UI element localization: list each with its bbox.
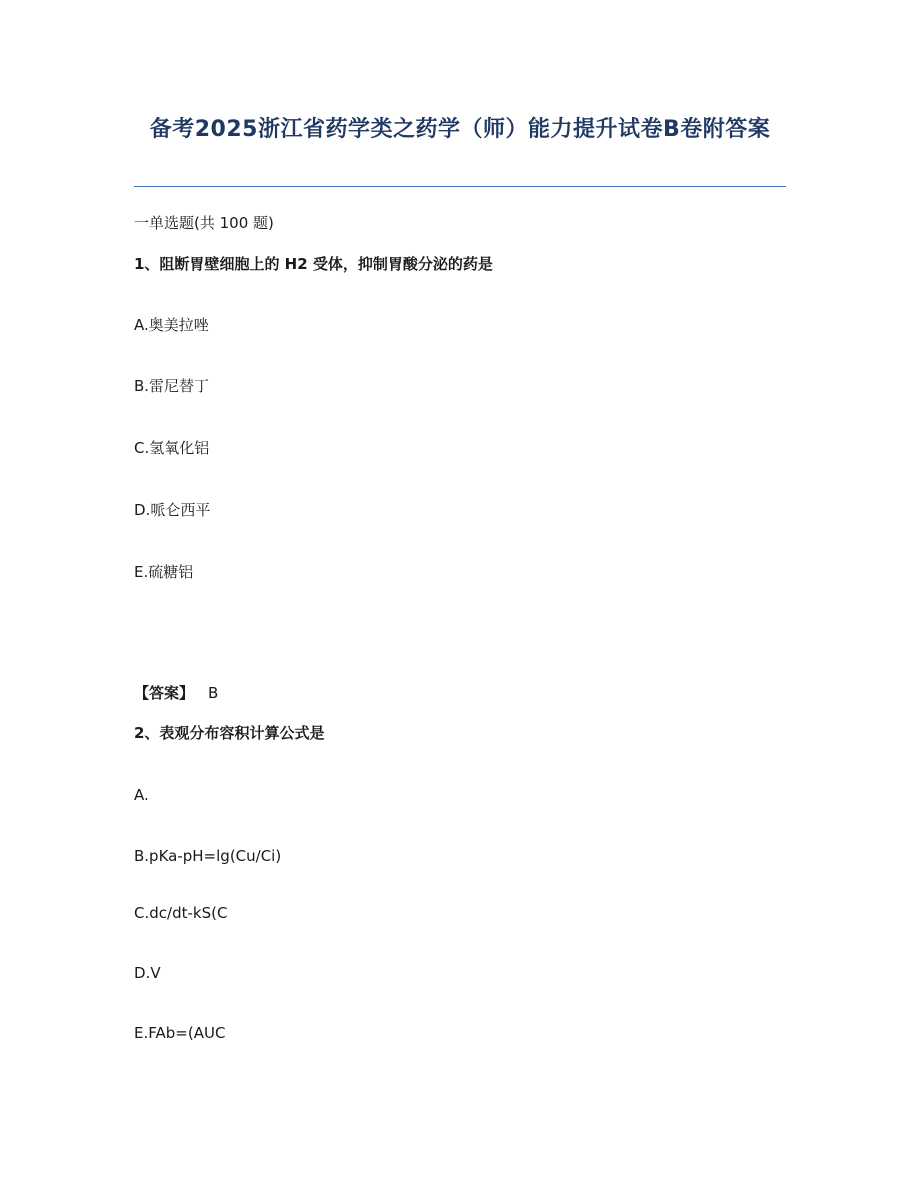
document-title: 备考2025浙江省药学类之药学（师）能力提升试卷B卷附答案 bbox=[149, 117, 771, 142]
answer-value: B bbox=[208, 684, 219, 702]
title-divider bbox=[134, 186, 786, 187]
question-2-option-a: A. bbox=[134, 786, 149, 804]
question-1-option-a: A.奥美拉唑 bbox=[134, 316, 209, 334]
question-2-option-e: E.FAb=(AUC bbox=[134, 1024, 226, 1042]
question-2-option-d: D.V bbox=[134, 964, 161, 982]
question-2-option-b: B.pKa-pH=lg(Cu/Ci) bbox=[134, 847, 282, 865]
question-1-option-d: D.哌仑西平 bbox=[134, 501, 211, 519]
question-1-option-e: E.硫糖铝 bbox=[134, 563, 194, 581]
question-1-answer bbox=[134, 683, 218, 703]
answer-label: 【答案】 bbox=[134, 684, 195, 702]
question-1-option-c: C.氢氧化铝 bbox=[134, 439, 210, 457]
question-2-text: 2、表观分布容积计算公式是 bbox=[134, 724, 325, 742]
section-heading: 一单选题(共 100 题) bbox=[134, 214, 274, 232]
question-1-option-b: B.雷尼替丁 bbox=[134, 377, 210, 395]
question-2-option-c: C.dc/dt-kS(C bbox=[134, 904, 228, 922]
question-1-text: 1、阻断胃壁细胞上的 H2 受体，抑制胃酸分泌的药是 bbox=[134, 255, 493, 273]
